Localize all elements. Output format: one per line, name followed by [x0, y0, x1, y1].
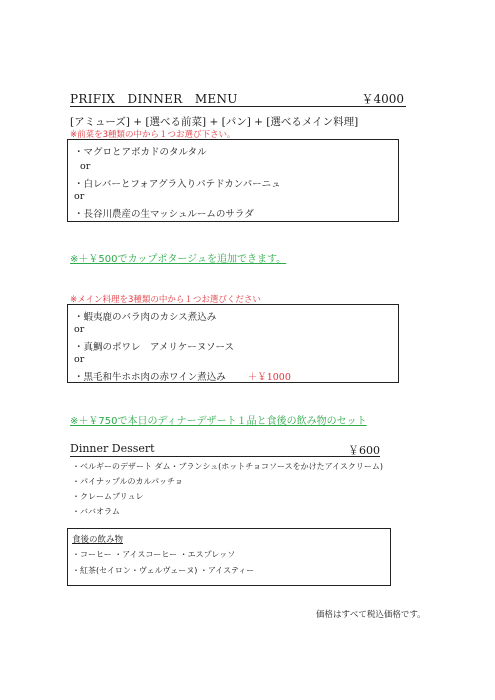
starter-note: ※前菜を3種類の中から１つお選び下さい。: [70, 130, 236, 140]
drinks-line: ・コーヒー ・アイスコーヒー ・エスプレッソ: [72, 550, 236, 559]
main-item: ・黒毛和牛ホホ肉の赤ワイン煮込み: [74, 372, 226, 383]
dessert-item: ・パイナップルのカルパッチョ: [72, 477, 183, 486]
starter-box: [67, 139, 399, 222]
or-separator: or: [74, 324, 85, 335]
or-separator: or: [74, 191, 85, 202]
menu-header: [70, 90, 406, 107]
dessert-item: ・ババオラム: [72, 507, 120, 516]
drinks-title: 食後の飲み物: [72, 535, 124, 545]
main-item: ・真鯛のポワレ アメリケーヌソース: [74, 342, 234, 353]
soup-note: ※＋￥500でカップポタージュを追加できます。: [70, 254, 287, 265]
main-item: ・蝦夷鹿のバラ肉のカシス煮込み: [74, 312, 217, 323]
dessert-title: Dinner Dessert: [70, 442, 155, 455]
main-item-with-surcharge: [74, 369, 291, 383]
starter-item: ・マグロとアボカドのタルタル: [74, 147, 207, 158]
tax-note: 価格はすべて税込価格です。: [316, 610, 426, 620]
or-separator: or: [80, 161, 91, 172]
drinks-line: ・紅茶(セイロン・ヴェルヴェーヌ) ・アイスティー: [72, 566, 255, 575]
dessert-item: ・クレームブリュレ: [72, 492, 144, 501]
surcharge-label: ＋￥1000: [247, 372, 291, 383]
starter-item: ・長谷川農産の生マッシュルームのサラダ: [74, 209, 254, 220]
main-note: ※メイン料理を3種類の中から１つお選びください: [70, 295, 261, 305]
starter-item: ・白レバーとフォアグラ入りパテドカンパーニュ: [74, 179, 281, 190]
dessert-header: [70, 442, 380, 457]
main-box: [67, 304, 399, 383]
drinks-box: [67, 528, 391, 586]
dessert-item: ・ベルギーのデザート ダム・ブランシュ(ホットチョコソースをかけたアイスクリーム): [72, 462, 383, 471]
dessert-set-note: ※＋￥750で本日のディナーデザート１品と食後の飲み物のセット: [70, 416, 367, 427]
or-separator: or: [74, 354, 85, 365]
dessert-price: ￥600: [348, 444, 380, 457]
menu-price: ￥4000: [361, 92, 404, 106]
course-composition: [アミューズ] + [選べる前菜] + [パン] + [選べるメイン料理]: [70, 116, 359, 128]
menu-title: PRIFIX DINNER MENU: [70, 92, 238, 106]
